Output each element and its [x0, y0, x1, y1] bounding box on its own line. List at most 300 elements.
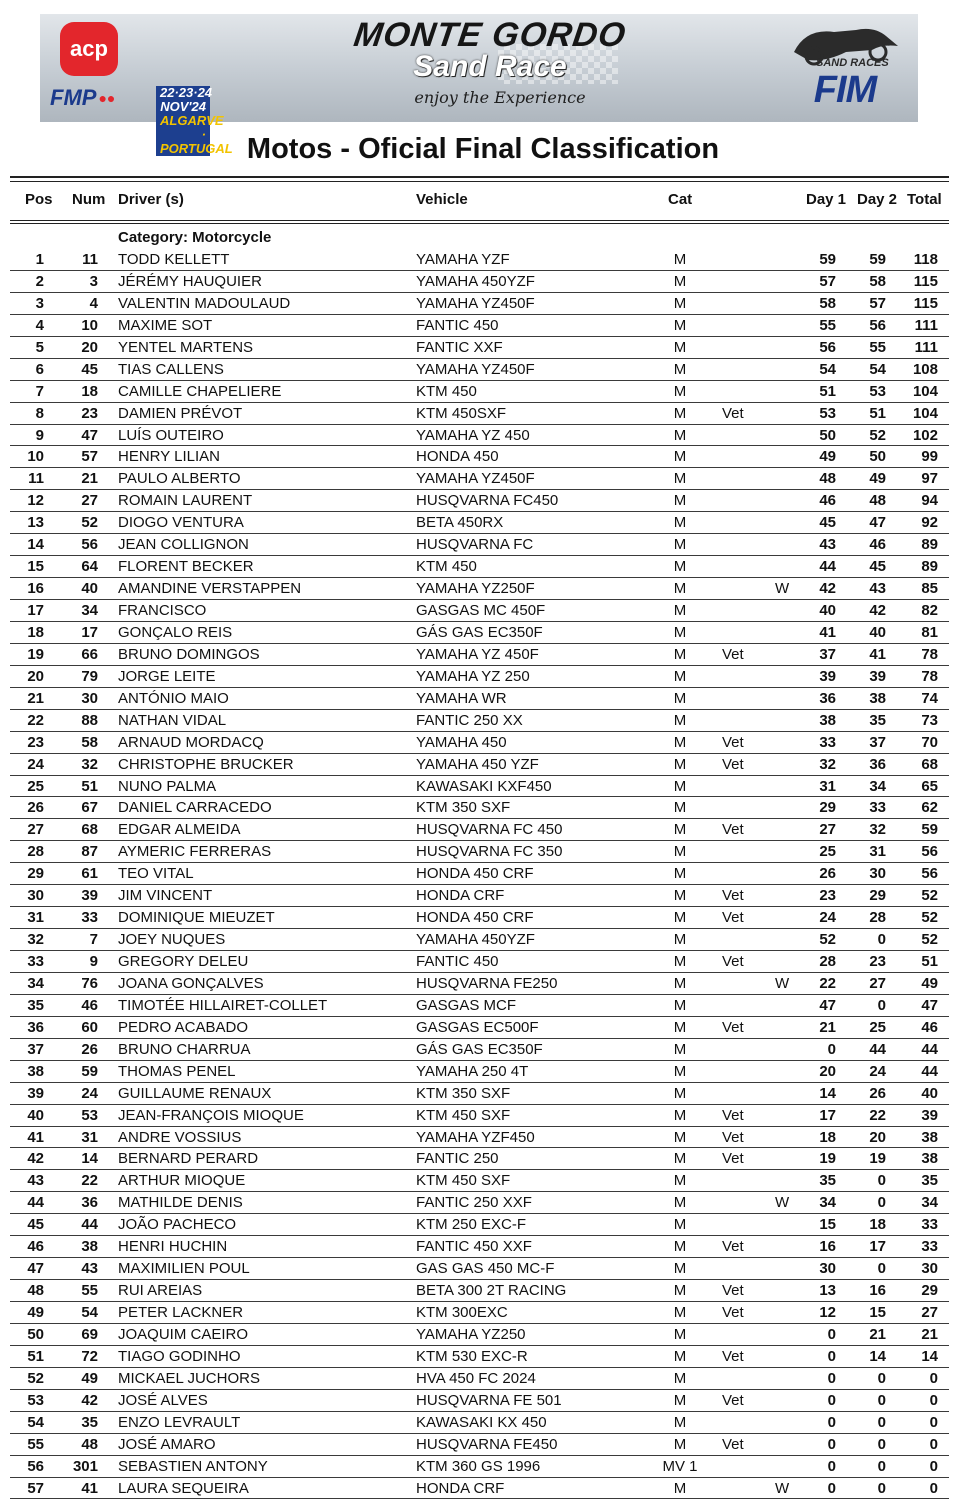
row-pos: 39 — [27, 1084, 44, 1102]
row-total: 40 — [921, 1084, 938, 1102]
row-day1: 29 — [819, 799, 836, 817]
row-day1: 42 — [819, 580, 836, 598]
row-pos: 13 — [27, 514, 44, 532]
row-vehicle: KTM 450 SXF — [416, 1172, 511, 1190]
table-row — [0, 1368, 974, 1390]
table-row — [0, 446, 974, 468]
row-driver: THOMAS PENEL — [118, 1062, 236, 1080]
row-day2: 28 — [869, 909, 886, 927]
row-pos: 5 — [35, 338, 44, 356]
row-pos: 44 — [27, 1194, 44, 1212]
row-day2: 34 — [869, 777, 886, 795]
row-num: 48 — [81, 1435, 98, 1453]
row-vehicle: YAMAHA YZ450F — [416, 470, 535, 488]
row-day1: 0 — [827, 1413, 836, 1431]
classification-table — [0, 249, 974, 1499]
row-cat: M — [673, 733, 687, 751]
row-day2: 33 — [869, 799, 886, 817]
row-day2: 19 — [869, 1150, 886, 1168]
row-cat: M — [673, 689, 687, 707]
row-driver: ENZO LEVRAULT — [118, 1413, 241, 1431]
row-day2: 58 — [869, 272, 886, 290]
row-num: 45 — [81, 360, 98, 378]
row-driver: DIOGO VENTURA — [118, 514, 244, 532]
row-day1: 0 — [827, 1435, 836, 1453]
row-day1: 0 — [827, 1391, 836, 1409]
row-day2: 0 — [877, 931, 886, 949]
row-vehicle: YAMAHA YZ 450F — [416, 645, 539, 663]
row-day1: 31 — [819, 777, 836, 795]
row-day1: 23 — [819, 887, 836, 905]
row-pos: 46 — [27, 1238, 44, 1256]
row-day2: 15 — [869, 1304, 886, 1321]
row-driver: LUÍS OUTEIRO — [118, 426, 224, 444]
row-driver: JEAN COLLIGNON — [118, 536, 249, 554]
table-row — [0, 381, 974, 403]
row-num: 17 — [81, 623, 98, 641]
row-driver: GONÇALO REIS — [118, 623, 233, 641]
table-row — [0, 271, 974, 293]
row-day2: 52 — [869, 426, 886, 444]
row-pos: 2 — [35, 272, 44, 290]
row-vehicle: YAMAHA YZ450F — [416, 360, 535, 378]
row-vehicle: YAMAHA YZ250 — [416, 1325, 526, 1343]
row-day1: 0 — [827, 1040, 836, 1058]
row-total: 99 — [921, 448, 938, 466]
table-row — [0, 1280, 974, 1302]
row-total: 0 — [929, 1369, 938, 1387]
header-rule-bottom — [10, 220, 949, 221]
row-day2: 0 — [877, 1194, 886, 1212]
row-day2: 51 — [869, 404, 886, 422]
row-total: 29 — [921, 1282, 938, 1300]
row-num: 64 — [81, 558, 98, 576]
row-cat: M — [673, 1150, 687, 1168]
row-day2: 44 — [869, 1040, 886, 1058]
row-day2: 0 — [877, 1391, 886, 1409]
col-header-day2: Day 2 — [857, 191, 898, 208]
row-vehicle: KAWASAKI KX 450 — [416, 1413, 547, 1431]
row-pos: 14 — [27, 536, 44, 554]
table-row — [0, 1346, 974, 1368]
table-row — [0, 1478, 974, 1500]
row-vehicle: FANTIC 250 XX — [416, 711, 523, 729]
row-women-flag: W — [775, 1194, 790, 1212]
row-day2: 21 — [869, 1325, 886, 1343]
table-row — [0, 556, 974, 578]
table-row — [0, 337, 974, 359]
row-pos: 17 — [27, 602, 44, 619]
row-driver: ARTHUR MIOQUE — [118, 1172, 246, 1190]
row-total: 108 — [912, 360, 938, 378]
col-header-vehicle: Vehicle — [416, 191, 468, 208]
event-tagline: enjoy the Experience — [414, 88, 586, 107]
header-rule-top-thin — [10, 181, 949, 182]
row-pos: 36 — [27, 1018, 44, 1036]
table-row — [0, 1412, 974, 1434]
row-vehicle: YAMAHA YZF450 — [416, 1128, 535, 1146]
row-total: 115 — [913, 272, 938, 290]
row-day2: 54 — [869, 360, 886, 378]
row-num: 51 — [81, 777, 98, 795]
row-driver: TIAGO GODINHO — [118, 1347, 241, 1365]
col-header-num: Num — [72, 191, 106, 208]
row-day2: 18 — [869, 1216, 886, 1234]
row-pos: 38 — [27, 1062, 44, 1080]
row-vehicle: YAMAHA 450 YZF — [416, 755, 539, 773]
row-cat: M — [673, 755, 687, 773]
row-driver: MAXIMILIEN POUL — [118, 1260, 250, 1278]
acp-logo: acp — [60, 22, 118, 76]
row-cat: M — [673, 1128, 687, 1146]
row-day2: 25 — [869, 1018, 886, 1036]
row-num: 41 — [81, 1479, 98, 1497]
table-row — [0, 1105, 974, 1127]
row-num: 59 — [81, 1062, 98, 1080]
row-pos: 32 — [27, 931, 44, 949]
row-vehicle: KTM 300EXC — [416, 1304, 508, 1321]
row-driver: NUNO PALMA — [118, 777, 217, 795]
row-num: 57 — [81, 448, 98, 466]
row-vet-flag: Vet — [722, 887, 744, 905]
row-total: 39 — [921, 1106, 938, 1124]
table-row — [0, 797, 974, 819]
row-day2: 0 — [877, 1435, 886, 1453]
row-day2: 26 — [869, 1084, 886, 1102]
row-day2: 0 — [877, 1479, 886, 1497]
row-cat: M — [673, 1391, 687, 1409]
row-vehicle: GÁS GAS EC350F — [416, 1040, 543, 1058]
table-row — [0, 1083, 974, 1105]
row-vet-flag: Vet — [722, 755, 744, 773]
row-total: 47 — [921, 996, 938, 1014]
row-cat: M — [673, 974, 687, 992]
row-cat: M — [673, 843, 687, 861]
row-num: 7 — [89, 931, 98, 949]
row-day2: 16 — [869, 1282, 886, 1300]
row-pos: 35 — [27, 996, 44, 1014]
row-pos: 48 — [27, 1282, 44, 1300]
row-day1: 47 — [819, 996, 836, 1014]
row-num: 49 — [81, 1369, 98, 1387]
row-driver: ANTÓNIO MAIO — [118, 689, 229, 707]
row-cat: M — [673, 1369, 687, 1387]
row-pos: 9 — [35, 426, 44, 444]
row-total: 0 — [929, 1413, 938, 1431]
row-women-flag: W — [775, 974, 790, 992]
table-header — [0, 191, 974, 211]
row-pos: 18 — [27, 623, 44, 641]
table-row — [0, 403, 974, 425]
row-pos: 6 — [35, 360, 44, 378]
row-driver: MAXIME SOT — [118, 316, 213, 334]
row-cat: M — [673, 887, 687, 905]
row-total: 78 — [921, 645, 938, 663]
row-pos: 24 — [27, 755, 44, 773]
row-driver: EDGAR ALMEIDA — [118, 821, 241, 839]
row-num: 39 — [81, 887, 98, 905]
row-day1: 54 — [819, 360, 836, 378]
row-total: 30 — [921, 1260, 938, 1278]
row-day1: 15 — [819, 1216, 836, 1234]
row-cat: M — [673, 1325, 687, 1343]
row-cat: M — [673, 251, 687, 268]
row-vet-flag: Vet — [722, 1106, 744, 1124]
table-row — [0, 468, 974, 490]
row-pos: 52 — [27, 1369, 44, 1387]
row-pos: 34 — [27, 974, 44, 992]
row-pos: 30 — [27, 887, 44, 905]
table-row — [0, 1148, 974, 1170]
table-row — [0, 951, 974, 973]
row-num: 47 — [81, 426, 98, 444]
table-row — [0, 885, 974, 907]
row-total: 51 — [921, 953, 938, 970]
row-cat: M — [673, 536, 687, 554]
motorcycle-icon — [786, 22, 906, 68]
header-rule-top — [10, 176, 949, 178]
row-day1: 36 — [819, 689, 836, 707]
table-row — [0, 1456, 974, 1478]
table-row — [0, 578, 974, 600]
row-vehicle: KTM 450SXF — [416, 404, 507, 422]
row-num: 46 — [81, 996, 98, 1014]
table-row — [0, 644, 974, 666]
row-pos: 50 — [27, 1325, 44, 1343]
row-day2: 40 — [869, 623, 886, 641]
row-driver: CHRISTOPHE BRUCKER — [118, 755, 294, 773]
row-pos: 55 — [27, 1435, 44, 1453]
row-cat: M — [673, 1347, 687, 1365]
row-driver: RUI AREIAS — [118, 1282, 203, 1300]
row-cat: M — [673, 602, 687, 619]
row-day1: 35 — [819, 1172, 836, 1190]
row-vehicle: HUSQVARNA FC 450 — [416, 821, 563, 839]
row-day1: 40 — [819, 602, 836, 619]
table-row — [0, 490, 974, 512]
row-day1: 58 — [819, 294, 836, 312]
row-total: 78 — [921, 667, 938, 685]
row-cat: M — [673, 996, 687, 1014]
row-pos: 41 — [27, 1128, 44, 1146]
row-day1: 51 — [819, 382, 836, 400]
row-driver: PEDRO ACABADO — [118, 1018, 249, 1036]
col-header-pos: Pos — [25, 191, 53, 208]
row-cat: M — [673, 404, 687, 422]
table-row — [0, 710, 974, 732]
table-row — [0, 600, 974, 622]
row-vehicle: BETA 450RX — [416, 514, 504, 532]
row-cat: M — [673, 1435, 687, 1453]
row-driver: ROMAIN LAURENT — [118, 492, 253, 510]
row-vehicle: KTM 450 — [416, 382, 477, 400]
row-total: 97 — [921, 470, 938, 488]
row-day1: 0 — [827, 1479, 836, 1497]
row-cat: M — [673, 821, 687, 839]
row-driver: ARNAUD MORDACQ — [118, 733, 264, 751]
row-driver: TIAS CALLENS — [118, 360, 224, 378]
row-day1: 56 — [819, 338, 836, 356]
row-vehicle: HONDA 450 CRF — [416, 865, 534, 883]
row-total: 89 — [921, 536, 938, 554]
row-cat: M — [673, 338, 687, 356]
row-vehicle: KTM 450 — [416, 558, 477, 576]
row-pos: 54 — [27, 1413, 44, 1431]
row-driver: SEBASTIEN ANTONY — [118, 1457, 268, 1475]
row-pos: 29 — [27, 865, 44, 883]
row-total: 85 — [921, 580, 938, 598]
row-num: 22 — [81, 1172, 98, 1190]
row-total: 33 — [921, 1238, 938, 1256]
row-driver: DANIEL CARRACEDO — [118, 799, 272, 817]
row-vet-flag: Vet — [722, 953, 744, 970]
row-day2: 30 — [869, 865, 886, 883]
row-num: 35 — [81, 1413, 98, 1431]
fmp-logo-text: FMP — [50, 85, 97, 110]
row-driver: JORGE LEITE — [118, 667, 216, 685]
table-row — [0, 293, 974, 315]
row-vehicle: KTM 350 SXF — [416, 799, 511, 817]
row-num: 43 — [81, 1260, 98, 1278]
row-vet-flag: Vet — [722, 1391, 744, 1409]
row-day2: 43 — [869, 580, 886, 598]
row-driver: LAURA SEQUEIRA — [118, 1479, 249, 1497]
row-cat: M — [673, 1172, 687, 1190]
row-driver: DOMINIQUE MIEUZET — [118, 909, 275, 927]
row-total: 44 — [921, 1062, 938, 1080]
row-pos: 37 — [27, 1040, 44, 1058]
row-num: 31 — [81, 1128, 98, 1146]
row-num: 21 — [81, 470, 98, 488]
row-day1: 12 — [819, 1304, 836, 1321]
table-row — [0, 907, 974, 929]
row-num: 301 — [72, 1457, 98, 1475]
row-cat: M — [673, 1062, 687, 1080]
row-pos: 47 — [27, 1260, 44, 1278]
row-driver: JÉRÉMY HAUQUIER — [118, 272, 262, 290]
table-row — [0, 995, 974, 1017]
row-day2: 0 — [877, 1457, 886, 1475]
row-day1: 34 — [819, 1194, 836, 1212]
row-total: 68 — [921, 755, 938, 773]
row-total: 44 — [921, 1040, 938, 1058]
col-header-total: Total — [907, 191, 942, 208]
col-header-cat: Cat — [668, 191, 693, 208]
row-num: 44 — [81, 1216, 98, 1234]
row-total: 33 — [921, 1216, 938, 1234]
row-cat: MV 1 — [662, 1457, 698, 1475]
row-cat: M — [673, 492, 687, 510]
row-driver: HENRY LILIAN — [118, 448, 220, 466]
row-day1: 0 — [827, 1457, 836, 1475]
row-day2: 39 — [869, 667, 886, 685]
row-driver: AMANDINE VERSTAPPEN — [118, 580, 302, 598]
row-day2: 53 — [869, 382, 886, 400]
row-num: 60 — [81, 1018, 98, 1036]
row-total: 111 — [914, 338, 938, 356]
page-title: Motos - Oficial Final Classification — [246, 133, 720, 165]
row-day2: 57 — [869, 294, 886, 312]
table-row — [0, 1192, 974, 1214]
row-day1: 30 — [819, 1260, 836, 1278]
row-day2: 41 — [869, 645, 886, 663]
row-pos: 45 — [27, 1216, 44, 1234]
row-vehicle: FANTIC 450 — [416, 953, 499, 970]
row-num: 24 — [81, 1084, 98, 1102]
row-num: 36 — [81, 1194, 98, 1212]
row-num: 38 — [81, 1238, 98, 1256]
row-num: 33 — [81, 909, 98, 927]
row-cat: M — [673, 1018, 687, 1036]
row-cat: M — [673, 1260, 687, 1278]
row-pos: 33 — [27, 953, 44, 970]
row-num: 10 — [81, 316, 98, 334]
row-vehicle: YAMAHA 450YZF — [416, 272, 535, 290]
row-day2: 45 — [869, 558, 886, 576]
table-row — [0, 732, 974, 754]
row-cat: M — [673, 272, 687, 290]
row-vet-flag: Vet — [722, 1304, 744, 1321]
row-pos: 51 — [27, 1347, 44, 1365]
row-day2: 23 — [869, 953, 886, 970]
row-women-flag: W — [775, 1479, 790, 1497]
row-cat: M — [673, 865, 687, 883]
row-day1: 17 — [819, 1106, 836, 1124]
row-num: 58 — [81, 733, 98, 751]
row-day1: 24 — [819, 909, 836, 927]
table-row — [0, 1258, 974, 1280]
row-driver: BRUNO CHARRUA — [118, 1040, 251, 1058]
row-day2: 31 — [869, 843, 886, 861]
row-day2: 46 — [869, 536, 886, 554]
row-pos: 43 — [27, 1172, 44, 1190]
row-day1: 27 — [819, 821, 836, 839]
row-pos: 10 — [27, 448, 44, 466]
row-pos: 4 — [35, 316, 44, 334]
row-pos: 57 — [27, 1479, 44, 1497]
row-cat: M — [673, 799, 687, 817]
row-pos: 11 — [28, 470, 44, 488]
row-day1: 32 — [819, 755, 836, 773]
row-day1: 52 — [819, 931, 836, 949]
row-vehicle: GASGAS MC 450F — [416, 602, 546, 619]
row-day2: 0 — [877, 1413, 886, 1431]
row-total: 49 — [921, 974, 938, 992]
row-day1: 16 — [819, 1238, 836, 1256]
row-total: 14 — [921, 1347, 938, 1365]
row-vet-flag: Vet — [722, 733, 744, 751]
row-total: 89 — [921, 558, 938, 576]
category-label: Category: Motorcycle — [118, 229, 272, 246]
row-cat: M — [673, 1040, 687, 1058]
row-pos: 16 — [27, 580, 44, 598]
table-row — [0, 973, 974, 995]
row-vehicle: GAS GAS 450 MC-F — [416, 1260, 555, 1278]
row-day2: 22 — [869, 1106, 886, 1124]
row-vehicle: YAMAHA 450 — [416, 733, 507, 751]
row-driver: JIM VINCENT — [118, 887, 213, 905]
row-pos: 21 — [27, 689, 44, 707]
row-vehicle: FANTIC 450 XXF — [416, 1238, 532, 1256]
header-rule-bottom-thin — [10, 223, 949, 224]
row-driver: HENRI HUCHIN — [118, 1238, 228, 1256]
event-title: MONTE GORDO — [351, 16, 629, 54]
row-pos: 42 — [27, 1150, 44, 1168]
row-total: 70 — [921, 733, 938, 751]
row-num: 3 — [89, 272, 98, 290]
row-vehicle: KTM 250 EXC-F — [416, 1216, 527, 1234]
row-driver: BERNARD PERARD — [118, 1150, 259, 1168]
